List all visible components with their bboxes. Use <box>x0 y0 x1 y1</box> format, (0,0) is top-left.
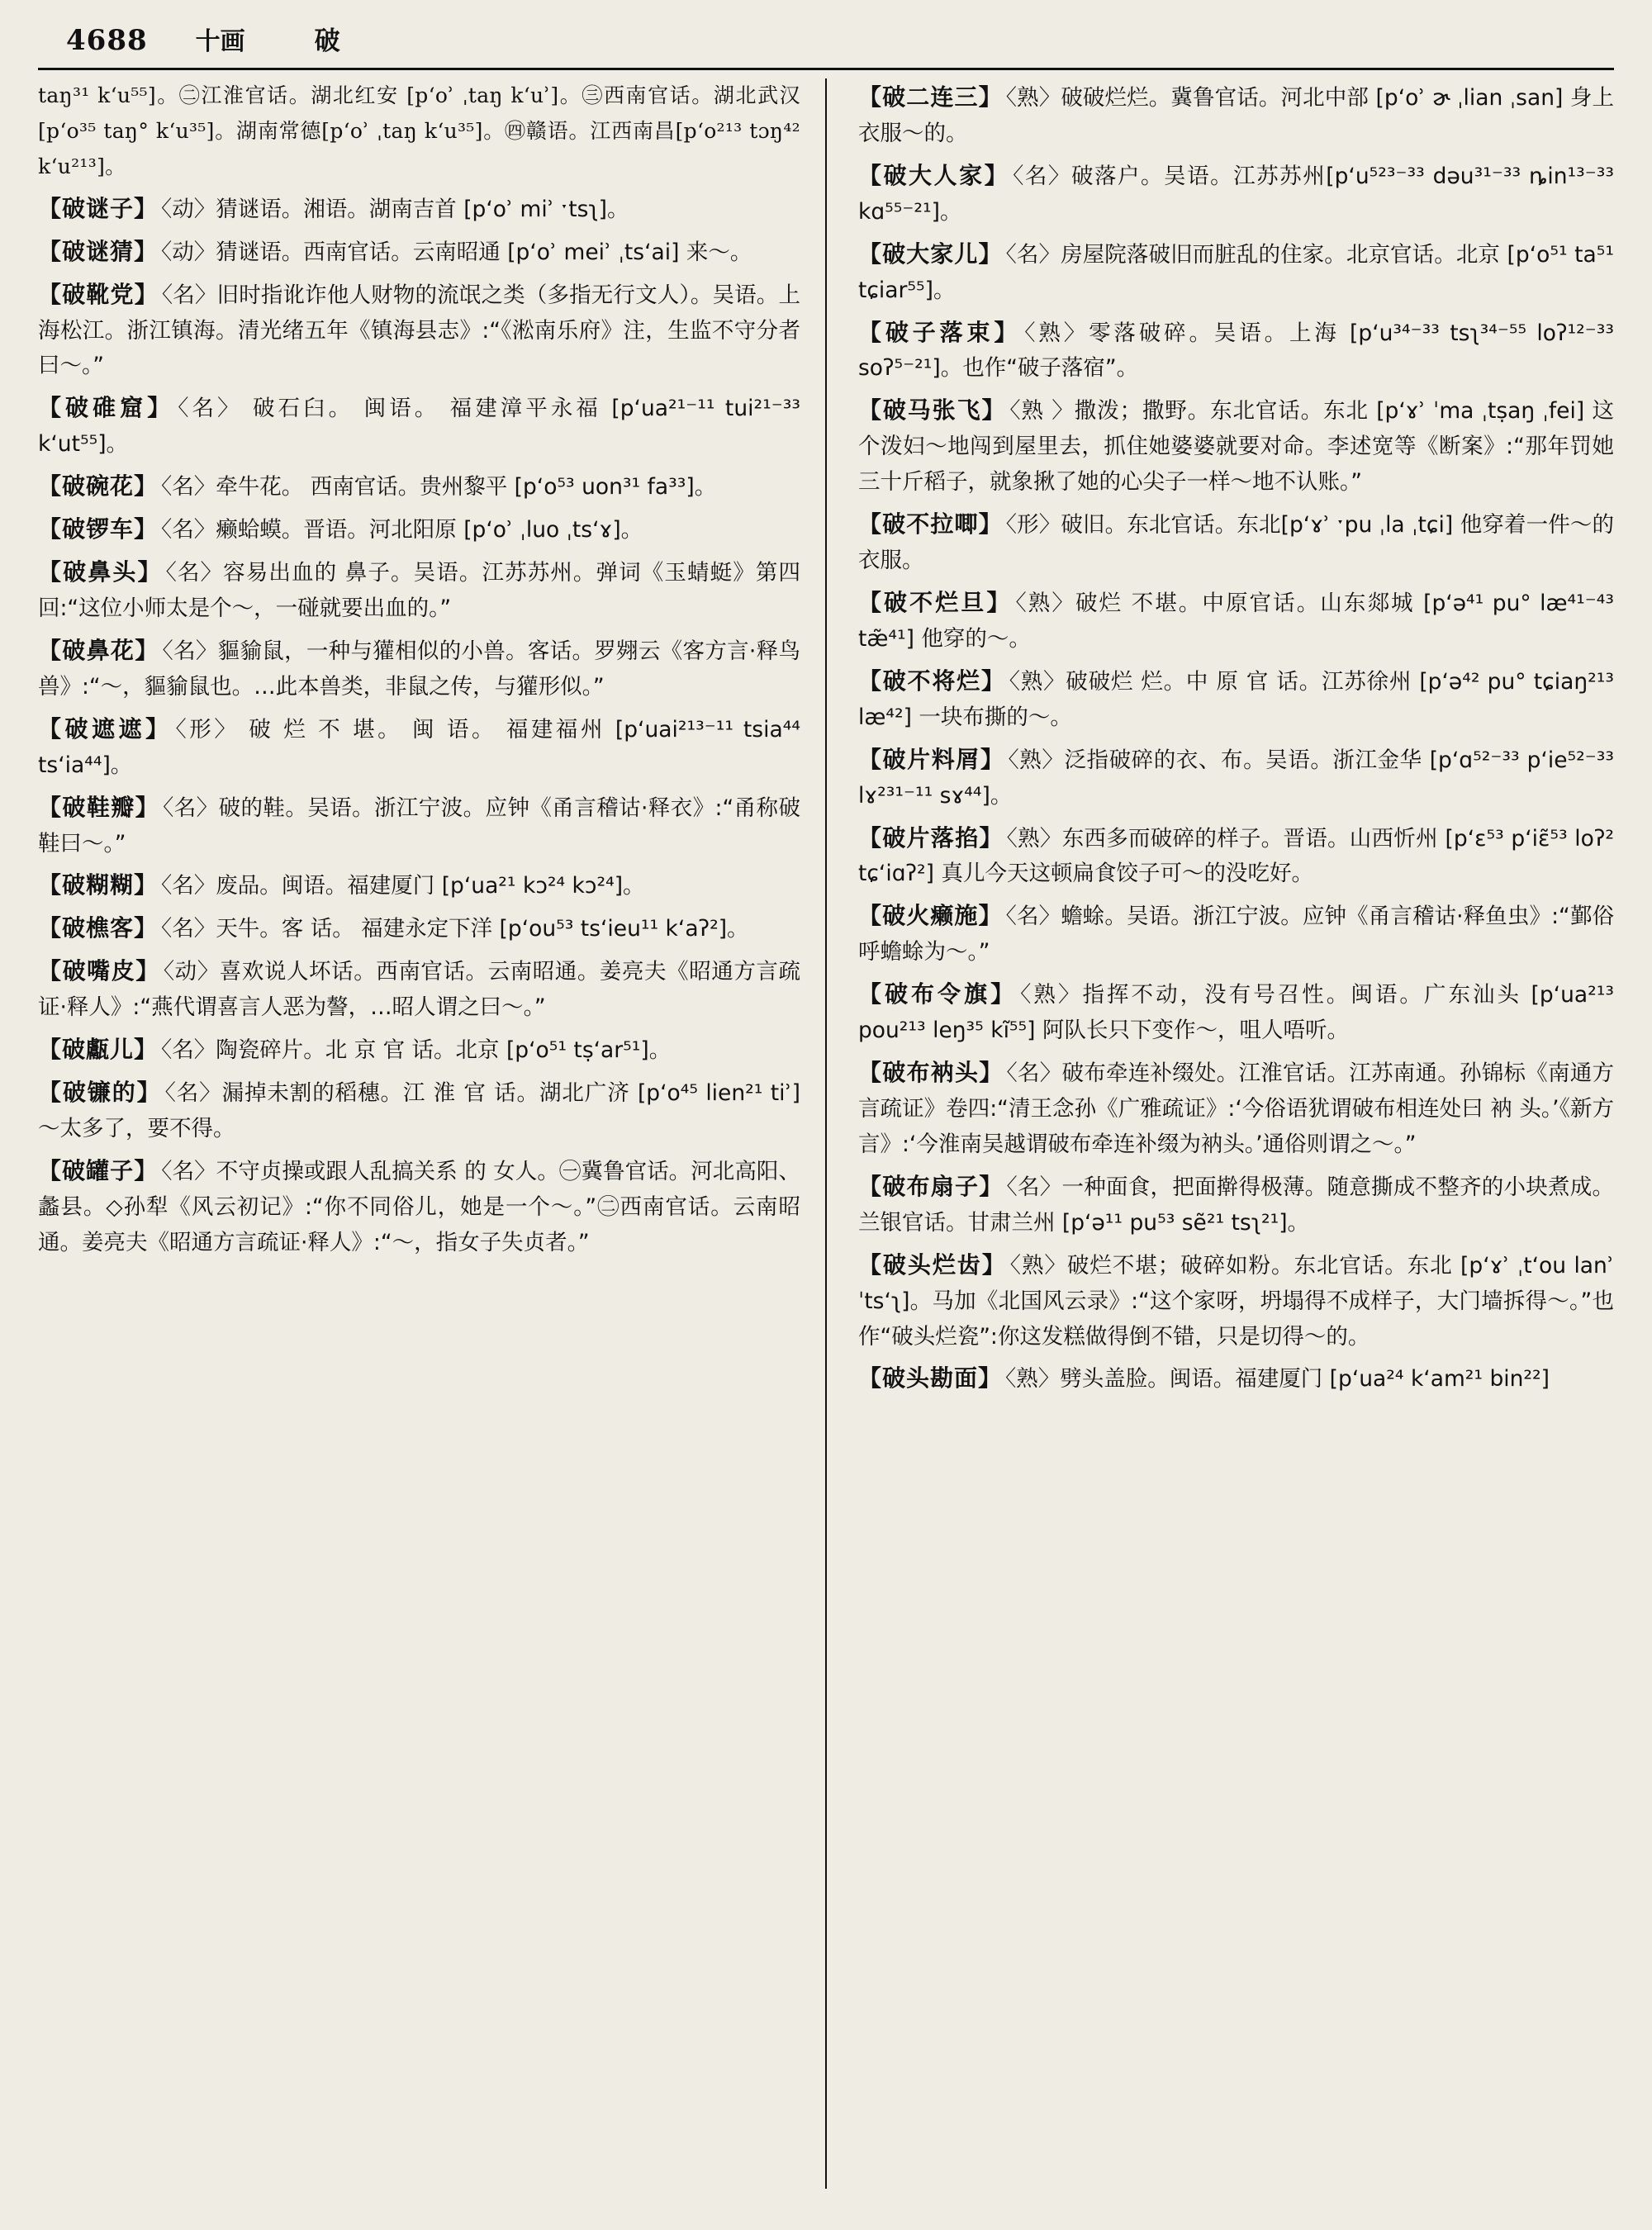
dictionary-entry <box>858 505 1614 579</box>
left-column <box>38 78 822 2201</box>
dictionary-entry <box>38 1031 800 1069</box>
entry-body: 〈熟〉泛指破碎的衣、布。吴语。浙江金华 [pʻɑ⁵²⁻³³ pʻie⁵²⁻³³ lɤ²³¹⁻¹¹ sɤ⁴⁴]。 <box>857 747 1614 809</box>
entry-body: 〈熟 〉撒泼；撒野。东北官话。东北 [pʻɤʾ ˈma ˌtṣaŋ ˌfei] 这个泼妇～地闯到屋里去，抓住她婆婆就要对命。李述宽等《断案》:“那年罚她三十斤稻子，就象揪了她的心尖子一样～地不认账。” <box>857 398 1614 496</box>
entry-headword: 【破二连三】 <box>857 83 1003 111</box>
dictionary-entry <box>858 1168 1614 1241</box>
entry-headword: 【破火癞施】 <box>857 902 1003 930</box>
dictionary-entry <box>858 584 1614 657</box>
entry-headword: 【破嘴皮】 <box>38 957 160 985</box>
dictionary-entry <box>858 157 1614 230</box>
head-character: 破 <box>314 26 340 56</box>
dictionary-entry <box>858 897 1614 970</box>
dictionary-entry <box>38 467 800 505</box>
entry-body: 〈名〉房屋院落破旧而脏乱的住家。北京官话。北京 [pʻo⁵¹ ta⁵¹ tɕiar⁵⁵]。 <box>857 241 1614 303</box>
entry-body: 〈名〉旧时指讹诈他人财物的流氓之类（多指无行文人）。吴语。上海松江。浙江镇海。清光绪五年《镇海县志》:“《淞南乐府》注，生监不守分者曰～。” <box>38 282 800 379</box>
entry-headword: 【破鞋瓣】 <box>38 793 160 821</box>
dictionary-entry <box>858 1246 1614 1355</box>
entry-headword: 【破头勘面】 <box>857 1364 1002 1393</box>
entry-body: 〈名〉不守贞操或跟人乱搞关系 的 女人。㊀冀鲁官话。河北高阳、蠡县。◇孙犁《风云初记》:“你不同俗儿，她是一个～。”㊁西南官话。云南昭通。姜亮夫《昭通方言疏证·释人》:“～，指女子失贞者。” <box>38 1158 800 1255</box>
entry-headword: 【破碗花】 <box>38 472 159 501</box>
entry-body: 〈形〉 破 烂 不 堪。 闽 语。 福建福州 [pʻuai²¹³⁻¹¹ tsia⁴⁴ tsʻia⁴⁴]。 <box>38 716 800 778</box>
entry-headword: 【破镰的】 <box>38 1079 162 1107</box>
dictionary-entry <box>858 662 1614 736</box>
dictionary-entry <box>858 1054 1614 1163</box>
entry-headword: 【破布扇子】 <box>857 1172 1004 1200</box>
entry-headword: 【破大人家】 <box>857 161 1010 189</box>
dictionary-entry <box>38 710 800 784</box>
entry-headword: 【破不拉唧】 <box>857 510 1003 539</box>
entry-body: 〈熟〉破烂不堪；破碎如粉。东北官话。东北 [pʻɤʾ ˌtʻou lanʾ ˈtsʻʅ]。马加《北国风云录》:“这个家呀，坍塌得不成样子，大门墙拆得～。”也作“破头烂瓷”:你这发糕做得倒不错，只是切得～的。 <box>857 1252 1614 1350</box>
dictionary-entry <box>858 235 1614 309</box>
dictionary-entry <box>38 510 800 548</box>
entry-headword: 【破不烂旦】 <box>857 588 1013 616</box>
entry-headword: 【破布衲头】 <box>857 1059 1004 1087</box>
entry-headword: 【破布令旗】 <box>857 980 1018 1008</box>
entry-headword: 【破片料屑】 <box>857 745 1005 773</box>
entry-headword: 【破鼻头】 <box>38 558 163 586</box>
columns-container <box>38 78 1614 2201</box>
entry-headword: 【破糊糊】 <box>38 871 159 899</box>
entry-body: 〈形〉破旧。东北官话。东北[pʻɤʾ ˑpu ˌla ˌtɕi] 他穿着一件～的衣服。 <box>857 512 1614 574</box>
entry-body: 〈熟〉东西多而破碎的样子。晋语。山西忻州 [pʻɛ⁵³ pʻiɛ̃⁵³ loʔ² tɕʻiɑʔ²] 真儿今天这顿扁食饺子可～的没吃好。 <box>857 825 1614 887</box>
entry-headword: 【破谜猜】 <box>38 237 159 265</box>
page-header <box>38 20 1614 66</box>
entry-headword: 【破不将烂】 <box>857 667 1006 695</box>
dictionary-entry <box>858 78 1614 152</box>
entry-headword: 【破子落束】 <box>857 318 1022 346</box>
entry-headword: 【破罐子】 <box>38 1156 159 1184</box>
dictionary-entry <box>858 741 1614 814</box>
entry-body: 〈名〉废品。闽语。福建厦门 [pʻua²¹ kɔ²⁴ kɔ²⁴]。 <box>161 873 645 899</box>
entry-body: 〈名〉蟾蜍。吴语。浙江宁波。应钟《甬言稽诂·释鱼虫》:“鄞俗呼蟾蜍为～。” <box>857 904 1614 966</box>
entry-headword: 【破大家儿】 <box>857 240 1003 268</box>
dictionary-entry <box>38 190 800 228</box>
dictionary-entry <box>38 233 800 271</box>
entry-body: 〈名〉天牛。客 话。 福建永定下洋 [pʻou⁵³ tsʻieu¹¹ kʻaʔ²]。 <box>161 916 749 942</box>
entry-headword: 【破鼻花】 <box>38 636 159 664</box>
entry-headword: 【破樵客】 <box>38 914 159 942</box>
dictionary-entry <box>38 632 800 705</box>
dictionary-entry <box>38 389 800 463</box>
entry-body: 〈熟〉破破烂 烂。中 原 官 话。江苏徐州 [pʻə⁴² pu° tɕiaŋ²¹³ læ⁴²] 一块布撕的～。 <box>857 668 1614 730</box>
entry-headword: 【破马张飞】 <box>857 396 1007 425</box>
entry-body: 〈名〉陶瓷碎片。北 京 官 话。北京 [pʻo⁵¹ tṣʻar⁵¹]。 <box>161 1037 672 1064</box>
dictionary-entry <box>858 391 1614 501</box>
entry-headword: 【破碓窟】 <box>38 394 175 422</box>
entry-headword: 【破片落掐】 <box>857 823 1004 852</box>
entry-body: 〈动〉喜欢说人坏话。西南官话。云南昭通。姜亮夫《昭通方言疏证·释人》:“燕代谓喜言人恶为謷，…昭人谓之曰～。” <box>38 959 800 1021</box>
entry-headword: 【破遮遮】 <box>38 714 173 743</box>
entry-headword: 【破头烂齿】 <box>857 1250 1007 1279</box>
dictionary-entry <box>38 789 800 862</box>
header-rule <box>38 68 1614 70</box>
entry-body: 〈名〉破布牵连补缀处。江淮官话。江苏南通。孙锦标《南通方言疏证》卷四:“清王念孙《广雅疏证》:‘今俗语犹谓破布相连处曰 衲 头。’《新方言》:‘今淮南吴越谓破布牵连补缀为衲头。’通俗则谓之～。” <box>857 1060 1614 1157</box>
entry-headword: 【破锣车】 <box>38 515 159 543</box>
entry-body: 〈名〉容易出血的 鼻子。吴语。江苏苏州。弹词《玉蜻蜓》第四回:“这位小师太是个～，一碰就要出血的。” <box>38 560 800 621</box>
entry-body: 〈名〉牵牛花。 西南官话。贵州黎平 [pʻo⁵³ uon³¹ fa³³]。 <box>161 474 717 501</box>
entry-body: 〈名〉貙貐鼠，一种与獾相似的小兽。客话。罗翙云《客方言·释鸟兽》:“～，貙貐鼠也。…此本兽类，非鼠之传，与獾形似。” <box>38 638 800 700</box>
entry-body: 〈名〉癞蛤蟆。晋语。河北阳原 [pʻoʾ ˌluo ˌtsʻɤ]。 <box>161 517 643 543</box>
dictionary-entry <box>38 1074 800 1147</box>
dictionary-entry <box>858 314 1614 387</box>
entry-headword: 【破甗儿】 <box>38 1036 159 1064</box>
right-column <box>830 78 1614 2201</box>
entry-body: 〈熟〉破破烂烂。冀鲁官话。河北中部 [pʻoʾ ɚ ˌlian ˌsan] 身上衣服～的。 <box>857 85 1614 146</box>
entry-body: 〈熟〉破烂 不堪。中原官话。山东郯城 [pʻə⁴¹ pu° læ⁴¹⁻⁴³ tæ̃⁴¹] 他穿的～。 <box>857 590 1614 652</box>
dictionary-entry <box>858 975 1614 1049</box>
dictionary-entry <box>38 276 800 385</box>
continuation-paragraph: taŋ³¹ kʻu⁵⁵]。㊁江淮官话。湖北红安 [pʻoʾ ˌtaŋ kʻuʾ]。㊂西南官话。湖北武汉 [pʻo³⁵ taŋ° kʻu³⁵]。湖南常德[pʻoʾ ˌtaŋ kʻu³⁵]。㊃赣语。江西南昌[pʻo²¹³ tɔŋ⁴² kʻu²¹³]。 <box>38 83 800 178</box>
dictionary-entry <box>858 1359 1614 1397</box>
entry-body: 〈动〉猜谜语。湘语。湖南吉首 [pʻoʾ miʾ ˑtsʅ]。 <box>161 196 629 222</box>
entry-headword: 【破谜子】 <box>38 194 159 222</box>
entry-body: 〈名〉漏掉未割的稻穗。江 淮 官 话。湖北广济 [pʻo⁴⁵ lien²¹ tiʾ] ～太多了，要不得。 <box>38 1080 800 1141</box>
dictionary-entry <box>858 819 1614 893</box>
dictionary-entry <box>38 909 800 947</box>
entry-headword: 【破靴党】 <box>38 280 159 308</box>
dictionary-entry <box>38 553 800 627</box>
dictionary-entry <box>38 952 800 1026</box>
entry-body: 〈名〉破的鞋。吴语。浙江宁波。应钟《甬言稽诂·释衣》:“甬称破鞋曰～。” <box>38 795 800 856</box>
entry-body: 〈名〉 破石臼。 闽语。 福建漳平永福 [pʻua²¹⁻¹¹ tui²¹⁻³³ kʻut⁵⁵]。 <box>38 396 800 458</box>
entry-body: 〈熟〉指挥不动，没有号召性。闽语。广东汕头 [pʻua²¹³ pou²¹³ leŋ³⁵ kĩ⁵⁵] 阿队长只下变作～，咀人唔听。 <box>857 982 1614 1044</box>
entry-body: 〈动〉猜谜语。西南官话。云南昭通 [pʻoʾ meiʾ ˌtsʻai] 来～。 <box>161 239 752 265</box>
entry-body: 〈名〉破落户。吴语。江苏苏州[pʻu⁵²³⁻³³ dəu³¹⁻³³ ȵin¹³⁻³³ kɑ⁵⁵⁻²¹]。 <box>857 163 1614 225</box>
dictionary-entry <box>38 866 800 904</box>
column-divider <box>825 78 827 2189</box>
entry-body: 〈名〉一种面食，把面擀得极薄。随意撕成不整齐的小块煮成。兰银官话。甘肃兰州 [pʻə¹¹ pu⁵³ sẽ²¹ tsʅ²¹]。 <box>857 1174 1614 1236</box>
page-number: 4688 <box>66 24 148 57</box>
entry-body: 〈熟〉劈头盖脸。闽语。福建厦门 [pʻua²⁴ kʻam²¹ bin²²] <box>1004 1366 1550 1393</box>
stroke-count-label: 十画 <box>195 27 245 56</box>
entry-body: 〈熟〉零落破碎。吴语。上海 [pʻu³⁴⁻³³ tsʅ³⁴⁻⁵⁵ loʔ¹²⁻³³ soʔ⁵⁻²¹]。也作“破子落宿”。 <box>857 320 1614 382</box>
dictionary-entry <box>38 1152 800 1261</box>
